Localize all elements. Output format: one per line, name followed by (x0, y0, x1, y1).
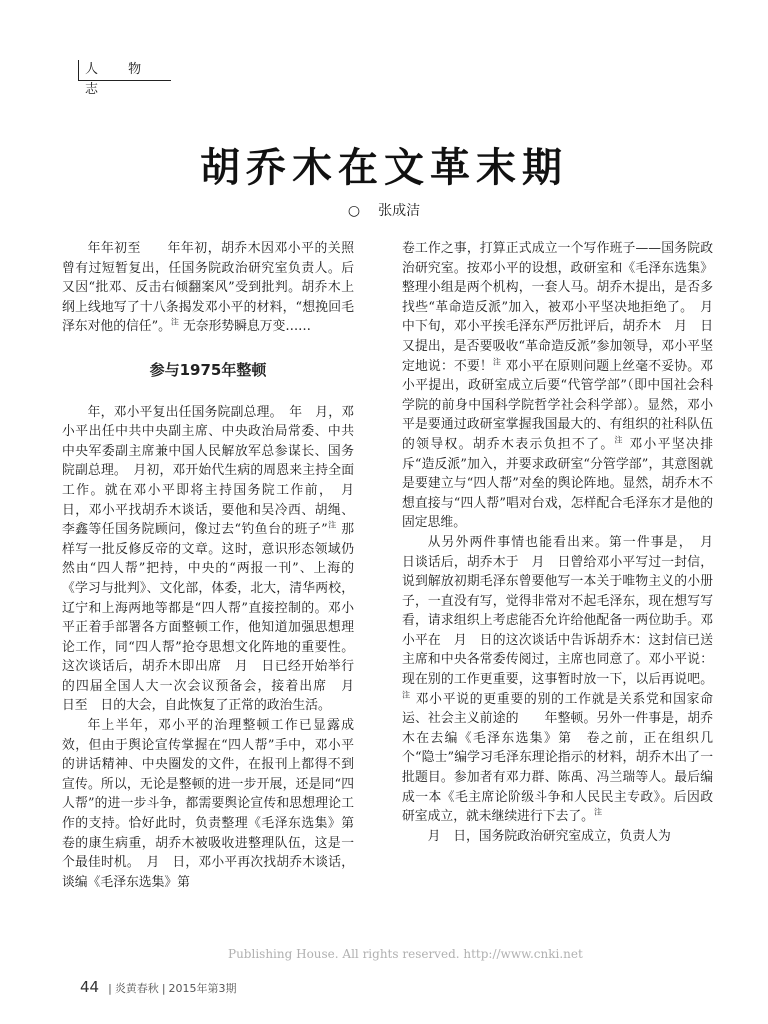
page-number: 44 (80, 978, 100, 996)
watermark: Publishing House. All rights reserved. http://www.cnki.net (228, 947, 583, 961)
footnote-marker: 注 (170, 318, 179, 328)
footer-separator: | (108, 982, 112, 995)
paragraph-text: 月 日，国务院政治研究室成立，负责人为 (427, 828, 671, 844)
paragraph (62, 403, 367, 717)
footnote-marker: 注 (593, 807, 602, 817)
footer-separator: | (161, 982, 166, 995)
paragraph-text: 邓小平坚决排斥“造反派”加入，并要求政研室“分管学部”，其意图就是要建立与“四人帮”对垒的舆论阵地。显然，胡乔木不想直接与“四人帮”唱对台戏，怎样配合毛泽东才是他的固定思维。 (402, 436, 714, 531)
paragraph-text: 从另外两件事情也能看出来。第一件事是， 月 日谈话后，胡乔木于 月 日曾给邓小平写过一封信，说到解放初期毛泽东曾要他写一本关于唯物主义的小册子，一直没有写，觉得非常对不起毛泽东，现在想写写看，请求组织上考虑能否允许给他配备一两位助手。邓小平在 月 日的这次谈话中告诉胡乔木：这封信已送主席和中央各常委传阅过，主席也同意了。邓小平说：现在别的工作更重要，这事暂时放一下，以后再说吧。 (402, 534, 726, 688)
intro-tail: 无奈形势瞬息万变…… (183, 319, 311, 335)
page-footer (80, 978, 237, 996)
section-heading: 参与1975年整顿 (149, 360, 267, 379)
paragraph-text: 邓小平在原则问题上丝毫不妥协。邓小平提出，政研室成立后要“代管学部”（即中国社会科学院的前身中国科学院哲学社会科学部）。显然，邓小平是要通过政研室掌握我国最大的、有组织的社科队伍的领导权。胡乔木表示负担不了。 (402, 358, 714, 452)
issue-label: 2015年第3期 (168, 982, 237, 995)
footnote-marker: 注 (614, 435, 624, 445)
byline-circle-mark: ○ (347, 203, 361, 219)
intro-text: 年年初至 年年初，胡乔木因邓小平的关照曾有过短暂复出，任国务院政治研究室负责人。后又因“批邓、反击右倾翻案风”受到批判。胡乔木上纲上线地写了十八条揭发邓小平的材料，“想挽回毛泽东对他的信任”。 (62, 241, 354, 335)
footnote-marker: 注 (327, 520, 337, 530)
byline (0, 200, 768, 220)
paragraph-text: 那样写一批反修反帝的文章。这时，意识形态领域仍然由“四人帮”把持，中央的“两报一刊”、上海的《学习与批判》、文化部，体委，北大，清华两校，辽宁和上海两地等都是“四人帮”直接控制的。邓小平正着手部署各方面整顿工作，他知道加强思想理论工作，同“四人帮”抢夺思想文化阵地的重要性。这次谈话后，胡乔木即出席 月 日已经开始举行的四届全国人大一次会议预备会，接着出席 月 日至 日的大会，自此恢复了正常的政治生活。 (62, 522, 367, 714)
paragraph-text: 邓小平说的更重要的别的工作就是关系党和国家命运、社会主义前途的 年整顿。另外一件事是，胡乔木在去编《毛泽东选集》第 卷之前，正在组织几个“隐士”编学习毛泽东理论指示的材料，胡乔木出了一批题目。参加者有邓力群、陈禹、冯兰瑞等人。最后编成一本《毛主席论阶级斗争和人民民主专政》。后因政研室成立，就未继续进行下去了。 (402, 691, 714, 825)
footnote-marker: 注 (402, 690, 411, 700)
paragraph-text: 年上半年，邓小平的治理整顿工作已显露成效，但由于舆论宣传掌握在“四人帮”手中，邓小平的讲话精神、中央圈发的文件，在报刊上都得不到宣传。所以，无论是整顿的进一步开展，还是同“四人帮”的进一步斗争，都需要舆论宣传和思想理论工作的支持。恰好此时，负责整理《毛泽东选集》第 卷的康生病重，胡乔木被吸收进整理队伍，这是一个最佳时机。 月 日，邓小平再次找胡乔木谈话，谈编《毛泽东选集》第 (62, 718, 367, 890)
journal-name: 炎黄春秋 (114, 982, 159, 995)
author-name: 张成洁 (378, 203, 421, 219)
footnote-marker: 注 (492, 357, 502, 367)
intro-paragraph (62, 239, 354, 337)
paragraph (402, 239, 713, 533)
paragraph-text: 卷工作之事，打算正式成立一个写作班子——国务院政治研究室。按邓小平的设想，政研室和《毛泽东选集》整理小组是两个机构，一套人马。胡乔木提出，是否多找些“革命造反派”加入，被邓小平坚决地拒绝了。 月中下旬，邓小平挨毛泽东严厉批评后，胡乔木 月 日又提出，是否要吸收“革命造反派”参加领导，邓小平坚定地说：不要！ (402, 241, 713, 374)
paragraph (62, 716, 367, 892)
article-title: 胡乔木在文革末期 (200, 144, 568, 191)
paragraph (402, 533, 726, 827)
right-column (402, 239, 726, 846)
left-column (62, 239, 367, 892)
paragraph (402, 827, 713, 847)
paragraph-text: 年，邓小平复出任国务院副总理。 年 月，邓小平出任中共中央副主席、中央政治局常委、中共中央军委副主席兼中国人民解放军总参谋长、国务院副总理。 月初，邓开始代生病的周恩来主持全面工作。就在邓小平即将主持国务院工作前， 月 日，邓小平找胡乔木谈话，要他和吴冷西、胡绳、李鑫等任国务院顾问，像过去“钓鱼台的班子” (62, 404, 367, 538)
section-tag: 人 物 志 (78, 60, 171, 81)
